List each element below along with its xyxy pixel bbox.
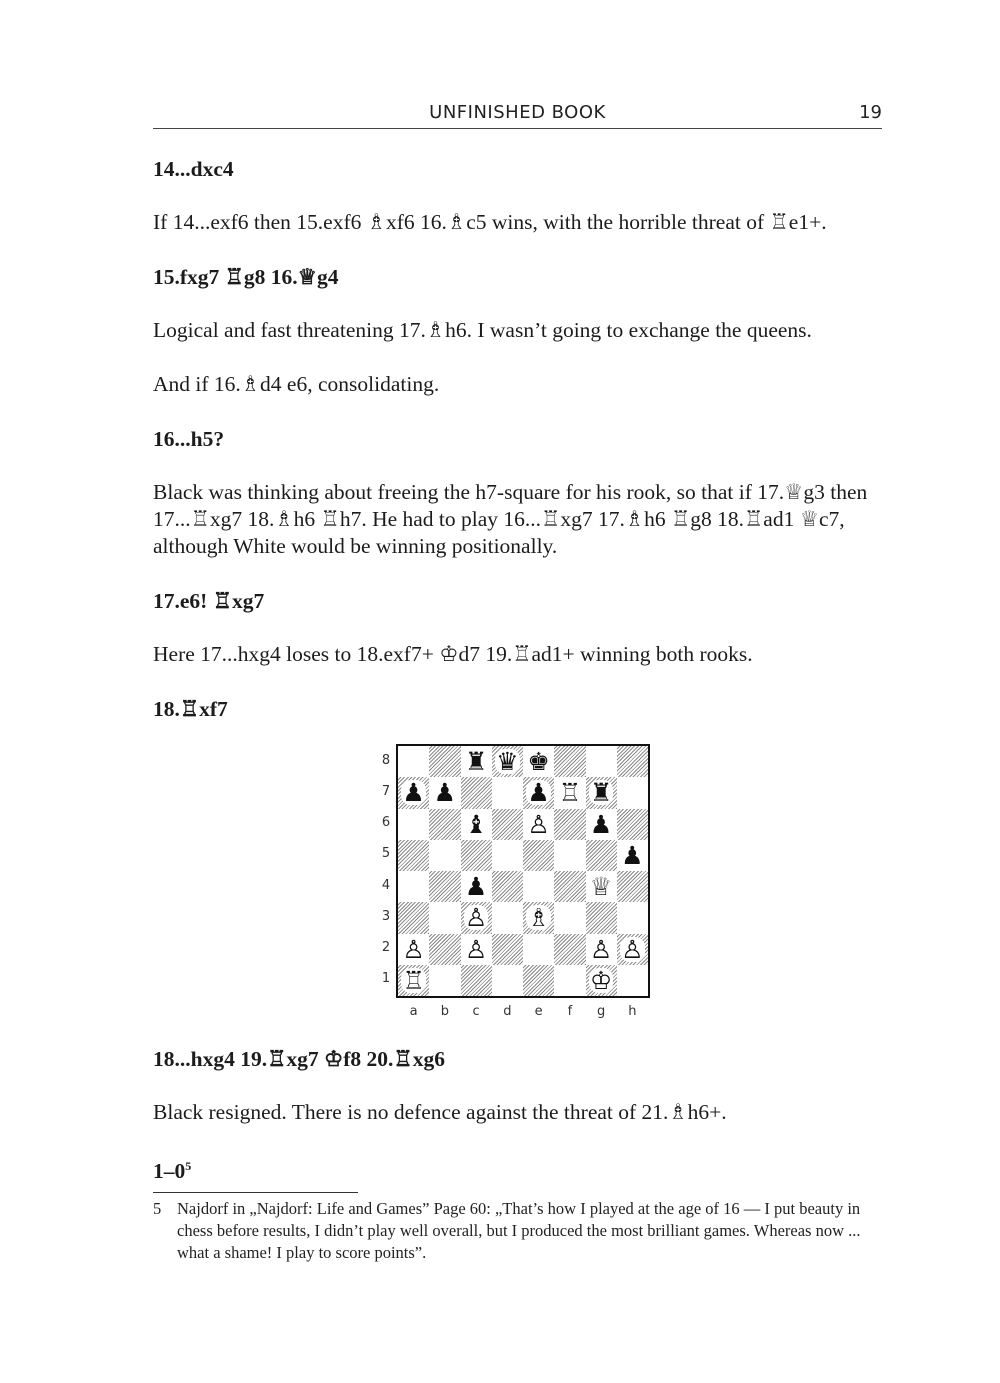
square-d8 [492, 746, 523, 777]
square-a4 [398, 871, 429, 902]
file-label: g [596, 1004, 606, 1019]
square-f8 [554, 746, 585, 777]
book-title: UNFINISHED BOOK [429, 102, 606, 123]
square-f5 [554, 840, 585, 871]
move-heading: 14...dxc4 [153, 157, 234, 181]
square-d7 [492, 777, 523, 808]
square-d6 [492, 809, 523, 840]
square-c8 [461, 746, 492, 777]
rank-label: 2 [381, 940, 391, 956]
square-a3 [398, 902, 429, 933]
chess-piece-icon: ♟ [527, 778, 550, 808]
square-h8 [617, 746, 648, 777]
square-e6 [523, 809, 554, 840]
chess-piece-icon: ♟ [589, 809, 613, 839]
move-heading: 18...hxg4 19.♖xg7 ♔f8 20.♖xg6 [153, 1047, 445, 1071]
rank-label: 7 [381, 783, 391, 799]
square-e2 [523, 934, 554, 965]
file-label: h [628, 1004, 637, 1019]
footnote-number: 5 [153, 1199, 162, 1218]
square-h1 [617, 965, 648, 996]
chess-piece-icon: ♕ [589, 872, 613, 902]
result-line [153, 1153, 885, 1185]
footnote [153, 1198, 885, 1264]
square-f1 [554, 965, 585, 996]
rank-label: 5 [381, 846, 391, 862]
chess-piece-icon: ♖ [558, 778, 582, 808]
commentary-paragraph: And if 16.♗d4 e6, consolidating. [153, 372, 440, 396]
chess-piece-icon: ♛ [496, 747, 519, 777]
square-f2 [554, 934, 585, 965]
square-b5 [429, 840, 460, 871]
square-b3 [429, 902, 460, 933]
chess-piece-icon: ♟ [464, 872, 488, 902]
game-result: 1–0 [153, 1159, 186, 1184]
file-label: f [567, 1004, 573, 1019]
page-number: 19 [859, 102, 882, 123]
file-label: a [409, 1004, 418, 1019]
chess-board [396, 744, 650, 998]
square-e5 [523, 840, 554, 871]
rank-label: 3 [381, 908, 391, 924]
square-d4 [492, 871, 523, 902]
square-f3 [554, 902, 585, 933]
square-f4 [554, 871, 585, 902]
square-b8 [429, 746, 460, 777]
chess-piece-icon: ♙ [464, 934, 488, 964]
square-c7 [461, 777, 492, 808]
square-e1 [523, 965, 554, 996]
square-g4 [586, 871, 617, 902]
square-c4 [461, 871, 492, 902]
footnote-text: Najdorf in „Najdorf: Life and Games” Page 60: „That’s how I played at the age of 16 — I put beauty in chess before results, I didn’t play well overall, but I produced the most brilliant games. Whereas now ... what a shame! I play to score points”. [177, 1199, 861, 1262]
chess-piece-icon: ♜ [464, 747, 488, 777]
footnote-reference: 5 [185, 1159, 192, 1173]
chess-piece-icon: ♙ [402, 934, 425, 964]
chess-piece-icon: ♙ [527, 809, 550, 839]
chess-piece-icon: ♙ [621, 934, 644, 964]
move-heading: 16...h5? [153, 427, 225, 451]
square-h3 [617, 902, 648, 933]
square-b6 [429, 809, 460, 840]
square-a5 [398, 840, 429, 871]
rank-label: 8 [381, 752, 391, 768]
chess-piece-icon: ♔ [589, 965, 613, 995]
chess-piece-icon: ♙ [589, 934, 613, 964]
chess-diagram [370, 742, 670, 1032]
square-h2 [617, 934, 648, 965]
square-b2 [429, 934, 460, 965]
square-a7 [398, 777, 429, 808]
footnote-divider [153, 1192, 358, 1193]
square-c3 [461, 902, 492, 933]
file-label: e [534, 1004, 543, 1019]
square-e3 [523, 902, 554, 933]
rank-label: 4 [381, 877, 391, 893]
square-f7 [554, 777, 585, 808]
square-e7 [523, 777, 554, 808]
square-e4 [523, 871, 554, 902]
square-f6 [554, 809, 585, 840]
square-h5 [617, 840, 648, 871]
square-g3 [586, 902, 617, 933]
chess-piece-icon: ♟ [402, 778, 425, 808]
square-g6 [586, 809, 617, 840]
move-heading: 18.♖xf7 [153, 697, 228, 721]
rank-label: 6 [381, 815, 391, 831]
square-g8 [586, 746, 617, 777]
square-d5 [492, 840, 523, 871]
square-g5 [586, 840, 617, 871]
square-g1 [586, 965, 617, 996]
square-a2 [398, 934, 429, 965]
square-e8 [523, 746, 554, 777]
chess-piece-icon: ♖ [402, 965, 425, 995]
square-a6 [398, 809, 429, 840]
square-c1 [461, 965, 492, 996]
chess-piece-icon: ♙ [464, 903, 488, 933]
square-a1 [398, 965, 429, 996]
chess-piece-icon: ♟ [433, 778, 457, 808]
rank-label: 1 [381, 971, 391, 987]
commentary-paragraph: If 14...exf6 then 15.exf6 ♗xf6 16.♗c5 wins, with the horrible threat of ♖e1+. [153, 210, 827, 234]
square-h6 [617, 809, 648, 840]
square-d2 [492, 934, 523, 965]
square-c6 [461, 809, 492, 840]
square-a8 [398, 746, 429, 777]
square-h7 [617, 777, 648, 808]
square-c2 [461, 934, 492, 965]
square-b1 [429, 965, 460, 996]
commentary-paragraph: Logical and fast threatening 17.♗h6. I wasn’t going to exchange the queens. [153, 318, 812, 342]
file-label: d [503, 1004, 512, 1019]
chess-piece-icon: ♟ [621, 840, 644, 870]
square-b4 [429, 871, 460, 902]
square-d1 [492, 965, 523, 996]
commentary-paragraph: Here 17...hxg4 loses to 18.exf7+ ♔d7 19.♖ad1+ winning both rooks. [153, 642, 753, 666]
commentary-paragraph: Black was thinking about freeing the h7-square for his rook, so that if 17.♕g3 then 17...♖xg7 18.♗h6 ♖h7. He had to play 16...♖xg7 17.♗h6 ♖g8 18.♖ad1 ♕c7, although White would be winning positionally. [153, 480, 868, 558]
chess-piece-icon: ♝ [464, 809, 488, 839]
file-label: b [440, 1004, 449, 1019]
chess-piece-icon: ♚ [527, 747, 550, 777]
square-g7 [586, 777, 617, 808]
commentary-paragraph: Black resigned. There is no defence against the threat of 21.♗h6+. [153, 1100, 727, 1124]
square-c5 [461, 840, 492, 871]
square-h4 [617, 871, 648, 902]
square-d3 [492, 902, 523, 933]
running-header [153, 100, 882, 129]
chess-piece-icon: ♗ [527, 903, 550, 933]
move-heading: 17.e6! ♖xg7 [153, 589, 265, 613]
file-label: c [472, 1004, 480, 1019]
move-heading: 15.fxg7 ♖g8 16.♕g4 [153, 265, 339, 289]
chess-piece-icon: ♜ [589, 778, 613, 808]
square-b7 [429, 777, 460, 808]
square-g2 [586, 934, 617, 965]
